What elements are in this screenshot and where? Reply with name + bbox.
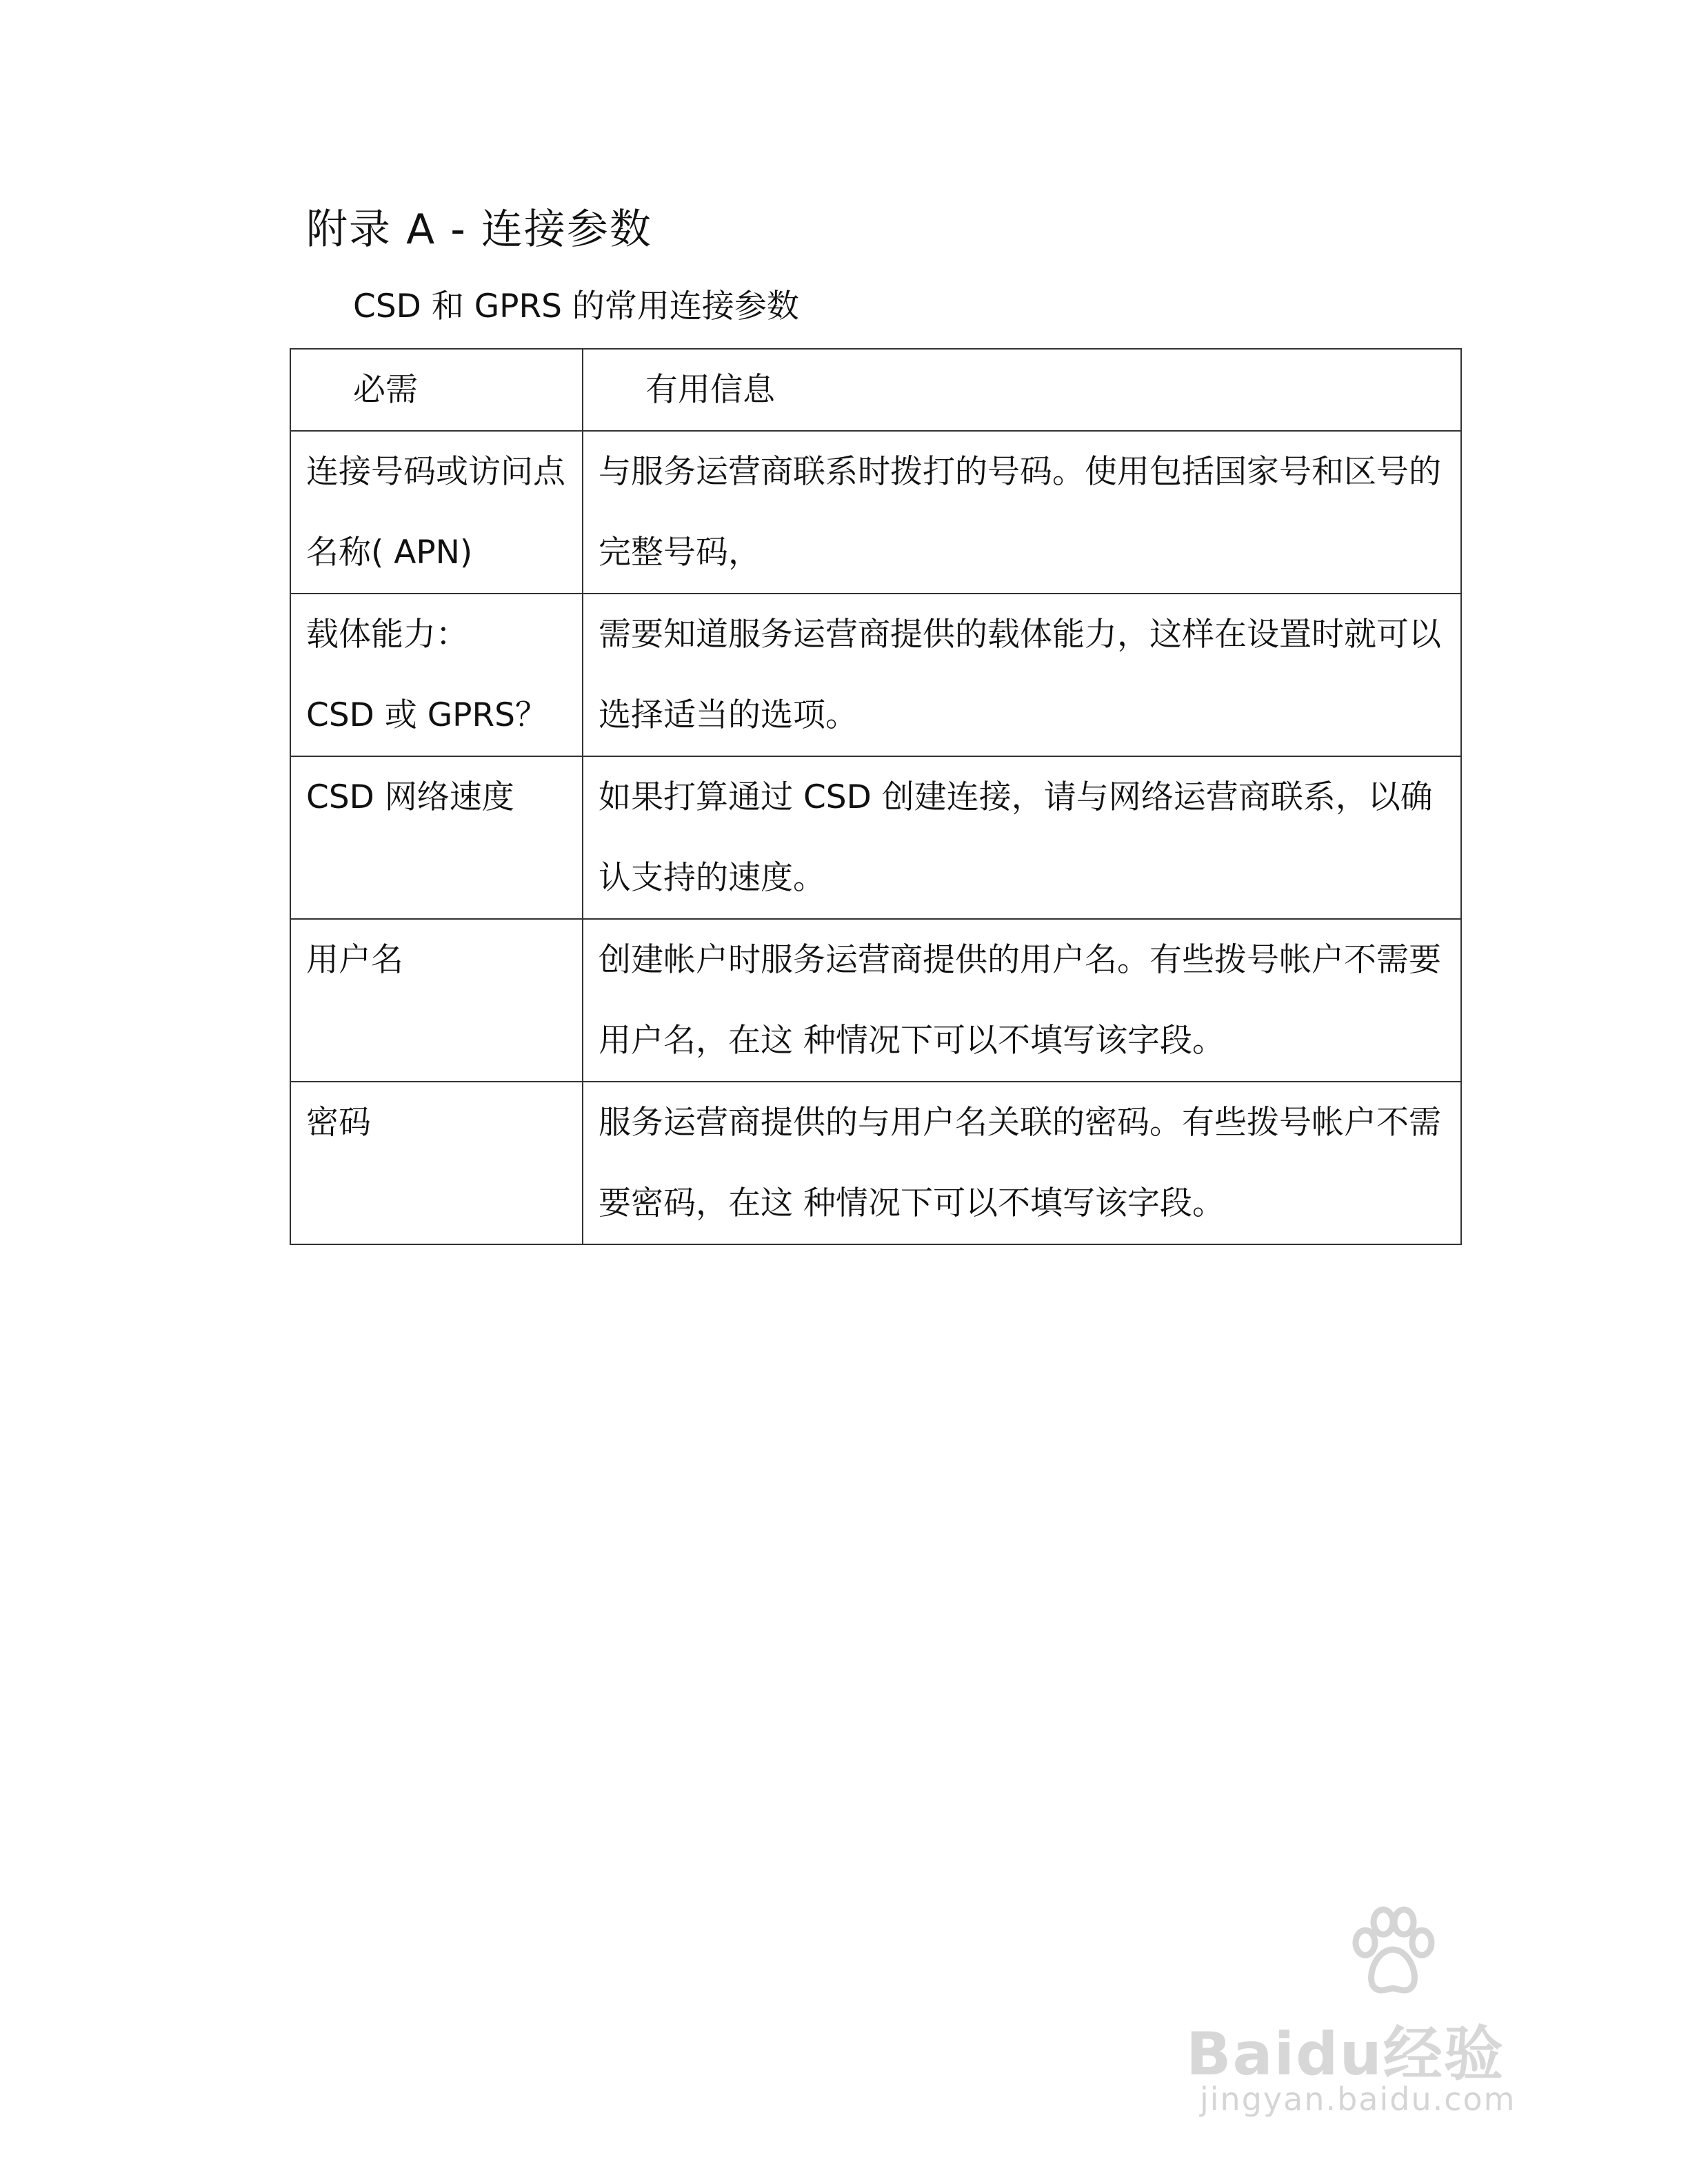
baidu-watermark xyxy=(1186,1903,1572,2123)
required-cell: CSD 网络速度 xyxy=(290,756,583,919)
table-row xyxy=(290,594,1461,756)
appendix-heading: 附录 A - 连接参数 xyxy=(306,205,652,254)
table-row xyxy=(290,431,1461,594)
column-header-info: 有用信息 xyxy=(583,349,1461,431)
watermark-url: jingyan.baidu.com xyxy=(1200,2081,1516,2118)
table-row xyxy=(290,1082,1461,1244)
connection-parameters-table xyxy=(290,348,1462,1245)
info-cell: 如果打算通过 CSD 创建连接，请与网络运营商联系，以确认支持的速度。 xyxy=(583,756,1461,919)
required-cell: 用户名 xyxy=(290,919,583,1082)
info-cell: 服务运营商提供的与用户名关联的密码。有些拨号帐户不需要密码，在这 种情况下可以不填写该字段。 xyxy=(583,1082,1461,1244)
table-row xyxy=(290,756,1461,919)
required-cell: 连接号码或访问点名称( APN) xyxy=(290,431,583,594)
table-caption: CSD 和 GPRS 的常用连接参数 xyxy=(353,287,799,325)
required-cell: 密码 xyxy=(290,1082,583,1244)
paw-icon xyxy=(1345,1903,1441,1999)
required-cell: 载体能力： CSD 或 GPRS？ xyxy=(290,594,583,756)
info-cell: 需要知道服务运营商提供的载体能力，这样在设置时就可以选择适当的选项。 xyxy=(583,594,1461,756)
table-header-row xyxy=(290,349,1461,431)
table-row xyxy=(290,919,1461,1082)
watermark-brand: Baidu经验 xyxy=(1186,2020,1505,2089)
column-header-required: 必需 xyxy=(290,349,583,431)
info-cell: 与服务运营商联系时拨打的号码。使用包括国家号和区号的完整号码， xyxy=(583,431,1461,594)
info-cell: 创建帐户时服务运营商提供的用户名。有些拨号帐户不需要用户名，在这 种情况下可以不填写该字段。 xyxy=(583,919,1461,1082)
